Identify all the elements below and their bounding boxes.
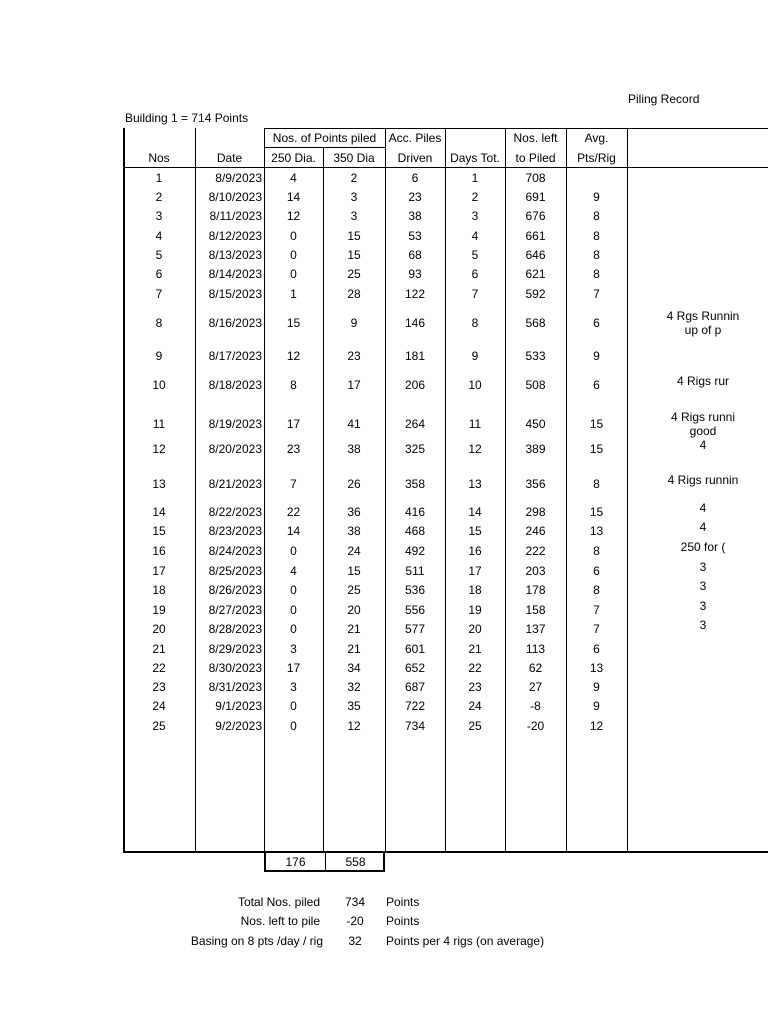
cell-avg-pts: 7 [593,603,600,617]
cell-days-total: 25 [468,719,482,733]
cell-date: 8/27/2023 [208,603,262,617]
cell-days-total: 2 [471,190,479,204]
summary-value: -20 [346,914,364,928]
summary-value: 734 [344,895,366,909]
cell-date: 9/2/2023 [215,719,262,733]
cell-date: 8/15/2023 [208,287,262,301]
cell-avg-pts: 8 [593,267,600,281]
cell-nos: 22 [152,661,166,675]
cell-date: 8/17/2023 [208,349,262,363]
cell-date: 8/23/2023 [208,524,262,538]
cell-remark: 4 Rigs runnin [667,473,739,487]
summary-value: 32 [348,934,362,948]
cell-days-total: 16 [468,544,482,558]
cell-nos: 9 [155,349,163,363]
header-250-dia: 250 Dia. [271,151,316,165]
cell-250-dia: 23 [286,442,301,456]
cell-350-dia: 15 [347,229,361,243]
cell-avg-pts: 7 [593,287,600,301]
summary-label: Total Nos. piled [237,895,320,909]
cell-date: 8/10/2023 [208,190,262,204]
piling-record-table [123,128,768,853]
cell-250-dia: 1 [290,287,297,301]
cell-350-dia: 25 [347,583,361,597]
cell-250-dia: 0 [290,622,297,636]
cell-days-total: 9 [471,349,479,363]
cell-250-dia: 4 [290,564,297,578]
cell-nos: 10 [152,378,166,392]
cell-remark: 4 [699,501,707,515]
cell-nos-left: -8 [530,699,541,713]
cell-acc-piles: 687 [404,680,426,694]
cell-days-total: 7 [471,287,479,301]
cell-350-dia: 35 [347,699,361,713]
cell-350-dia: 26 [347,477,361,491]
cell-date: 8/9/2023 [215,171,262,185]
cell-acc-piles: 181 [404,349,426,363]
summary-unit: Points per 4 rigs (on average) [386,934,545,948]
cell-acc-piles: 734 [404,719,426,733]
cell-350-dia: 32 [347,680,361,694]
cell-350-dia: 25 [347,267,361,281]
cell-days-total: 3 [471,209,479,223]
cell-nos-left: 621 [525,267,546,281]
cell-nos: 23 [152,680,166,694]
cell-days-total: 21 [468,642,482,656]
cell-remark: 4 Rgs Runnin [666,309,740,323]
summary-unit: Points [386,914,420,928]
cell-nos-left: 691 [525,190,546,204]
cell-350-dia: 34 [347,661,361,675]
cell-avg-pts: 15 [589,505,604,519]
cell-nos-left: 356 [525,477,546,491]
cell-acc-piles: 722 [404,699,426,713]
cell-350-dia: 24 [347,544,361,558]
cell-250-dia: 17 [286,661,301,675]
cell-nos: 12 [152,442,166,456]
header-nos: Nos [148,151,170,165]
cell-nos: 11 [152,417,166,431]
cell-nos: 20 [152,622,166,636]
cell-date: 8/26/2023 [208,583,262,597]
cell-days-total: 10 [468,378,482,392]
cell-nos-left: 676 [525,209,546,223]
cell-days-total: 8 [471,316,479,330]
cell-acc-piles: 536 [404,583,426,597]
cell-date: 8/22/2023 [208,505,262,519]
header-pts-per-rig: Pts/Rig [577,151,616,165]
cell-days-total: 12 [468,442,482,456]
cell-250-dia: 3 [290,680,297,694]
cell-250-dia: 0 [290,603,297,617]
cell-250-dia: 22 [286,505,301,519]
cell-250-dia: 8 [290,378,297,392]
summary-label: Basing on 8 pts /day / rig [190,934,323,948]
cell-350-dia: 15 [347,564,361,578]
cell-250-dia: 0 [290,719,297,733]
cell-250-dia: 7 [290,477,297,491]
cell-avg-pts: 9 [593,349,600,363]
cell-avg-pts: 8 [593,209,600,223]
cell-acc-piles: 68 [408,248,422,262]
cell-250-dia: 0 [290,699,297,713]
cell-nos-left: 158 [525,603,546,617]
cell-nos-left: -20 [526,719,545,733]
cell-avg-pts: 6 [593,564,600,578]
col-border-remarks [627,128,628,853]
cell-avg-pts: 9 [593,680,600,694]
cell-350-dia: 23 [347,349,361,363]
cell-nos-left: 389 [525,442,546,456]
cell-days-total: 15 [468,524,482,538]
cell-nos-left: 646 [525,248,546,262]
cell-remark: 4 [699,438,707,452]
cell-avg-pts: 15 [589,417,604,431]
cell-350-dia: 20 [347,603,361,617]
building-label: Building 1 = 714 Points [125,111,249,125]
cell-avg-pts: 9 [593,190,600,204]
cell-350-dia: 38 [347,442,361,456]
cell-avg-pts: 8 [593,544,600,558]
cell-remark: 3 [699,560,707,574]
cell-days-total: 5 [471,248,479,262]
cell-date: 8/20/2023 [208,442,262,456]
cell-nos: 13 [152,477,166,491]
cell-nos-left: 203 [525,564,546,578]
cell-nos: 2 [155,190,163,204]
cell-days-total: 19 [468,603,482,617]
cell-350-dia: 3 [350,209,358,223]
cell-acc-piles: 601 [404,642,426,656]
cell-days-total: 4 [471,229,479,243]
cell-nos: 24 [152,699,166,713]
header-date: Date [216,151,243,165]
header-acc-piles: Acc. Piles [388,131,442,145]
cell-acc-piles: 468 [404,524,426,538]
cell-nos-left: 246 [525,524,546,538]
cell-nos-left: 592 [525,287,546,301]
cell-days-total: 17 [468,564,482,578]
cell-days-total: 13 [468,477,482,491]
cell-avg-pts: 6 [593,642,600,656]
totals-box [264,852,385,872]
cell-nos: 25 [152,719,166,733]
cell-250-dia: 17 [286,417,301,431]
cell-250-dia: 0 [290,267,297,281]
cell-nos: 3 [155,209,163,223]
cell-avg-pts: 8 [593,229,600,243]
cell-acc-piles: 556 [404,603,426,617]
cell-350-dia: 38 [347,524,361,538]
cell-remark: 3 [699,618,707,632]
header-avg: Avg. [584,131,609,145]
cell-350-dia: 2 [350,171,358,185]
cell-acc-piles: 122 [404,287,426,301]
cell-date: 8/19/2023 [208,417,262,431]
cell-date: 8/11/2023 [209,209,262,223]
cell-250-dia: 0 [290,248,297,262]
cell-avg-pts: 7 [593,622,600,636]
cell-date: 8/25/2023 [208,564,262,578]
cell-avg-pts: 8 [593,248,600,262]
cell-days-total: 20 [468,622,482,636]
table-top-border [264,128,768,129]
summary-label: Nos. left to pile [240,914,320,928]
cell-days-total: 14 [468,505,482,519]
cell-date: 8/12/2023 [208,229,262,243]
cell-350-dia: 28 [347,287,361,301]
cell-acc-piles: 206 [404,378,426,392]
cell-date: 8/30/2023 [208,661,262,675]
cell-date: 8/21/2023 [208,477,262,491]
cell-250-dia: 3 [290,642,297,656]
cell-nos-left: 113 [525,642,546,656]
cell-date: 8/14/2023 [208,267,262,281]
cell-date: 8/31/2023 [208,680,262,694]
cell-nos: 16 [152,544,166,558]
cell-date: 8/24/2023 [208,544,262,558]
cell-250-dia: 14 [286,524,301,538]
cell-nos-left: 27 [528,680,543,694]
cell-acc-piles: 325 [404,442,426,456]
cell-nos-left: 137 [525,622,546,636]
cell-remark-continued: good [689,424,717,438]
cell-acc-piles: 38 [408,209,422,223]
cell-days-total: 23 [468,680,482,694]
header-group-divider [264,147,385,148]
cell-350-dia: 36 [347,505,361,519]
cell-avg-pts: 12 [589,719,604,733]
cell-avg-pts: 13 [589,661,604,675]
cell-350-dia: 9 [350,316,358,330]
cell-nos-left: 62 [528,661,543,675]
cell-350-dia: 3 [350,190,358,204]
cell-nos-left: 661 [525,229,546,243]
header-driven: Driven [397,151,433,165]
cell-acc-piles: 146 [404,316,426,330]
header-to-piled: to Piled [515,151,556,165]
cell-350-dia: 21 [347,622,361,636]
cell-acc-piles: 53 [408,229,422,243]
cell-days-total: 11 [468,417,482,431]
cell-acc-piles: 511 [405,564,425,578]
cell-350-dia: 41 [347,417,361,431]
header-points-piled: Nos. of Points piled [272,131,377,145]
cell-nos-left: 508 [525,378,546,392]
cell-avg-pts: 13 [589,524,604,538]
cell-acc-piles: 93 [408,267,422,281]
cell-nos-left: 708 [525,171,546,185]
cell-nos: 21 [152,642,166,656]
cell-acc-piles: 492 [404,544,426,558]
cell-nos: 17 [152,564,166,578]
cell-250-dia: 12 [286,349,301,363]
cell-remark: 250 for ( [680,540,726,554]
cell-nos: 5 [155,248,163,262]
cell-nos-left: 533 [525,349,546,363]
cell-350-dia: 12 [347,719,361,733]
header-days-total: Days Tot. [450,151,500,165]
cell-remark: 3 [699,579,707,593]
cell-250-dia: 15 [286,316,301,330]
cell-250-dia: 0 [290,229,297,243]
cell-acc-piles: 577 [404,622,426,636]
cell-avg-pts: 8 [593,477,600,491]
cell-avg-pts: 6 [593,316,600,330]
cell-350-dia: 15 [347,248,361,262]
cell-date: 8/16/2023 [208,316,262,330]
cell-date: 9/1/2023 [215,699,262,713]
cell-250-dia: 14 [286,190,301,204]
cell-avg-pts: 9 [593,699,600,713]
header-nos-left: Nos. left [513,131,558,145]
cell-nos: 6 [155,267,163,281]
cell-nos: 19 [152,603,166,617]
cell-nos: 4 [155,229,163,243]
cell-nos: 7 [155,287,163,301]
cell-250-dia: 12 [286,209,301,223]
cell-250-dia: 0 [290,544,297,558]
cell-date: 8/18/2023 [208,378,262,392]
cell-nos-left: 450 [525,417,546,431]
total-250-dia: 176 [285,855,306,869]
cell-350-dia: 17 [347,378,361,392]
cell-nos-left: 222 [525,544,546,558]
cell-days-total: 22 [468,661,482,675]
cell-nos-left: 568 [525,316,546,330]
cell-nos-left: 178 [525,583,546,597]
cell-nos: 8 [155,316,163,330]
cell-days-total: 18 [468,583,482,597]
cell-remark: 3 [699,599,707,613]
cell-acc-piles: 652 [404,661,426,675]
summary-unit: Points [386,895,420,909]
cell-days-total: 6 [471,267,479,281]
cell-avg-pts: 15 [589,442,604,456]
cell-days-total: 1 [471,171,479,185]
cell-date: 8/29/2023 [208,642,262,656]
cell-acc-piles: 6 [411,171,419,185]
cell-remark: 4 Rigs rur [676,374,729,388]
cell-acc-piles: 264 [404,417,426,431]
cell-remark-continued: up of p [684,323,722,337]
cell-nos: 18 [152,583,166,597]
cell-date: 8/13/2023 [208,248,262,262]
cell-250-dia: 0 [290,583,297,597]
cell-nos: 15 [152,524,166,538]
cell-acc-piles: 358 [404,477,426,491]
cell-days-total: 24 [468,699,482,713]
total-350-dia: 558 [345,855,366,869]
cell-nos-left: 298 [525,505,546,519]
cell-avg-pts: 6 [593,378,600,392]
report-title: Piling Record [628,92,700,106]
header-350-dia: 350 Dia [333,151,375,165]
cell-remark: 4 Rigs runni [670,410,736,424]
cell-350-dia: 21 [347,642,361,656]
cell-nos: 14 [152,505,166,519]
cell-acc-piles: 416 [404,505,426,519]
cell-remark: 4 [699,520,707,534]
cell-250-dia: 4 [290,171,297,185]
cell-date: 8/28/2023 [208,622,262,636]
cell-nos: 1 [155,171,163,185]
cell-avg-pts: 8 [593,583,600,597]
cell-acc-piles: 23 [408,190,422,204]
